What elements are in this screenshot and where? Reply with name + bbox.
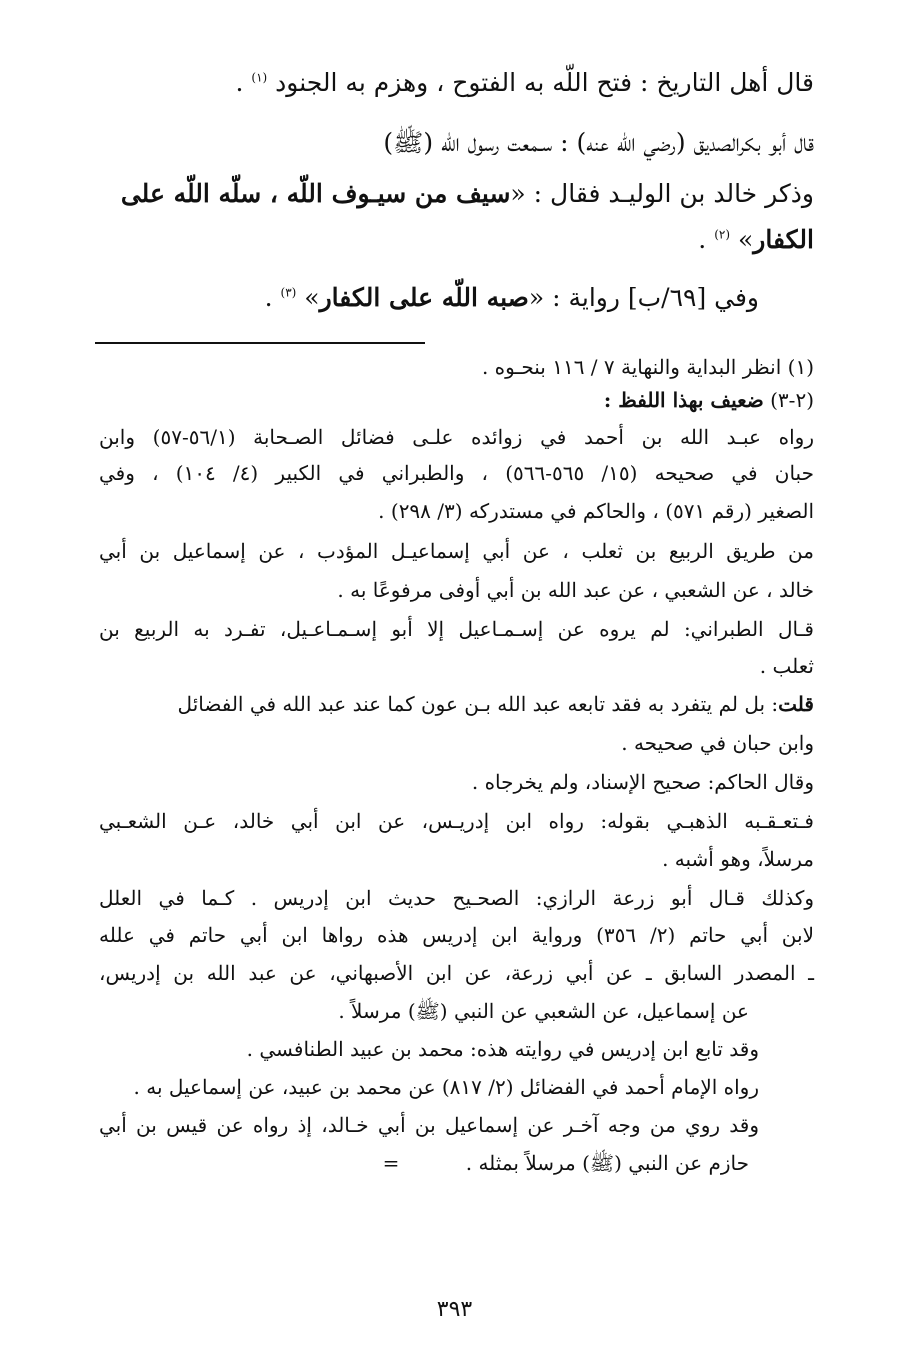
footnote-marker-1: (١): [251, 70, 268, 85]
footnote-line: وكذلك قـال أبو زرعة الرازي: الصحـيح حديث ابن إدريس . كـما في العلل: [99, 886, 814, 910]
footnote-line: قلت: بل لم يتفرد به فقد تابعه عبد الله بـن عون كما عند عبد الله في الفضائل: [177, 692, 814, 716]
footnote-line: فـتعـقـبه الذهبـي بقوله: رواه ابن إدريـس، عن ابن أبي خالد، عـن الشعـبي: [99, 809, 814, 833]
footnote-line: عن إسماعيل، عن الشعبي عن النبي (ﷺ) مرسلاً .: [338, 999, 749, 1023]
footnote-line: وقد روي من وجه آخـر عن إسماعيل بن أبي خـالد، إذ رواه عن قيس بن أبي: [99, 1113, 759, 1137]
footnote-line: الصغير (رقم ٥٧١) ، والحاكم في مستدركه (٣/ ٢٩٨) .: [378, 499, 814, 523]
footnote-marker-2: (٢): [714, 227, 731, 242]
footnote-line: رواه عبـد الله بن أحمد في زوائده علـى فضائل الصـحابة (٥٦/١-٥٧) وابن: [99, 425, 814, 449]
footnote-marker-3: (٣): [280, 285, 297, 300]
main-line-3: وذكر خالد بن الوليـد فقال : «سيف من سيـوف اللّه ، سلّه اللّه على: [120, 179, 814, 208]
page-number: ٣٩٣: [436, 1297, 473, 1322]
footnote-line: حبان في صحيحه (١٥/ ٥٦٥-٥٦٦) ، والطبراني في الكبير (٤/ ١٠٤) ، وفي: [99, 461, 814, 485]
footnote-line: وابن حبان في صحيحه .: [621, 731, 814, 755]
footnote-line: لابن أبي حاتم (٢/ ٣٥٦) ورواية ابن إدريس هذه رواها ابن أبي حاتم في علله: [99, 923, 815, 947]
footnote-line: وقد تابع ابن إدريس في روايته هذه: محمد بن عبيد الطنافسي .: [246, 1037, 759, 1061]
footnote-line: ـ المصدر السابق ـ عن أبي زرعة، عن ابن الأصبهاني، عن عبد الله بن إدريس،: [99, 961, 814, 985]
footnote-line: ثعلب .: [759, 654, 814, 678]
footnote-line: من طريق الربيع بن ثعلب ، عن أبي إسماعيـل المؤدب ، عن إسماعيل بن أبي: [99, 539, 814, 563]
main-line-1: قال أهل التاريخ : فتح اللّه به الفتوح ، وهزم به الجنود $^{(١)}$ .: [235, 68, 814, 97]
footnote-1: (١) انظر البداية والنهاية ٧ / ١١٦ بنحـوه .: [481, 355, 814, 379]
footnote-2-3-heading: (٢-٣) ضعيف بهذا اللفظ :: [603, 388, 814, 412]
continuation-mark: =: [382, 1151, 400, 1175]
main-line-4: الكفار» $^{(٢)}$ .: [698, 225, 814, 254]
footnote-line: خالد ، عن الشعبي ، عن عبد الله بن أبي أوفى مرفوعًا به .: [337, 578, 814, 602]
main-line-2: قال أبو بكرالصديق (رضي اللّه عنه) : سـمعت رسول اللّه (ﷺ): [383, 128, 814, 157]
footnote-line: وقال الحاكم: صحيح الإسناد، ولم يخرجاه .: [471, 770, 814, 794]
main-line-5: وفي [٦٩/ب] رواية : «صبه اللّه على الكفار» $^{(٣)}$ .: [264, 283, 759, 312]
footnote-line: رواه الإمام أحمد في الفضائل (٢/ ٨١٧) عن محمد بن عبيد، عن إسماعيل به .: [133, 1075, 759, 1099]
footnote-line: مرسلاً، وهو أشبه .: [662, 847, 814, 871]
footnote-divider: [95, 342, 425, 344]
footnote-line: قـال الطبراني: لم يروه عن إسـمـاعيل إلا أبو إسـمـاعـيل، تفـرد به الربيع بن: [99, 617, 814, 641]
footnote-line: حازم عن النبي (ﷺ) مرسلاً بمثله . =: [382, 1151, 749, 1175]
